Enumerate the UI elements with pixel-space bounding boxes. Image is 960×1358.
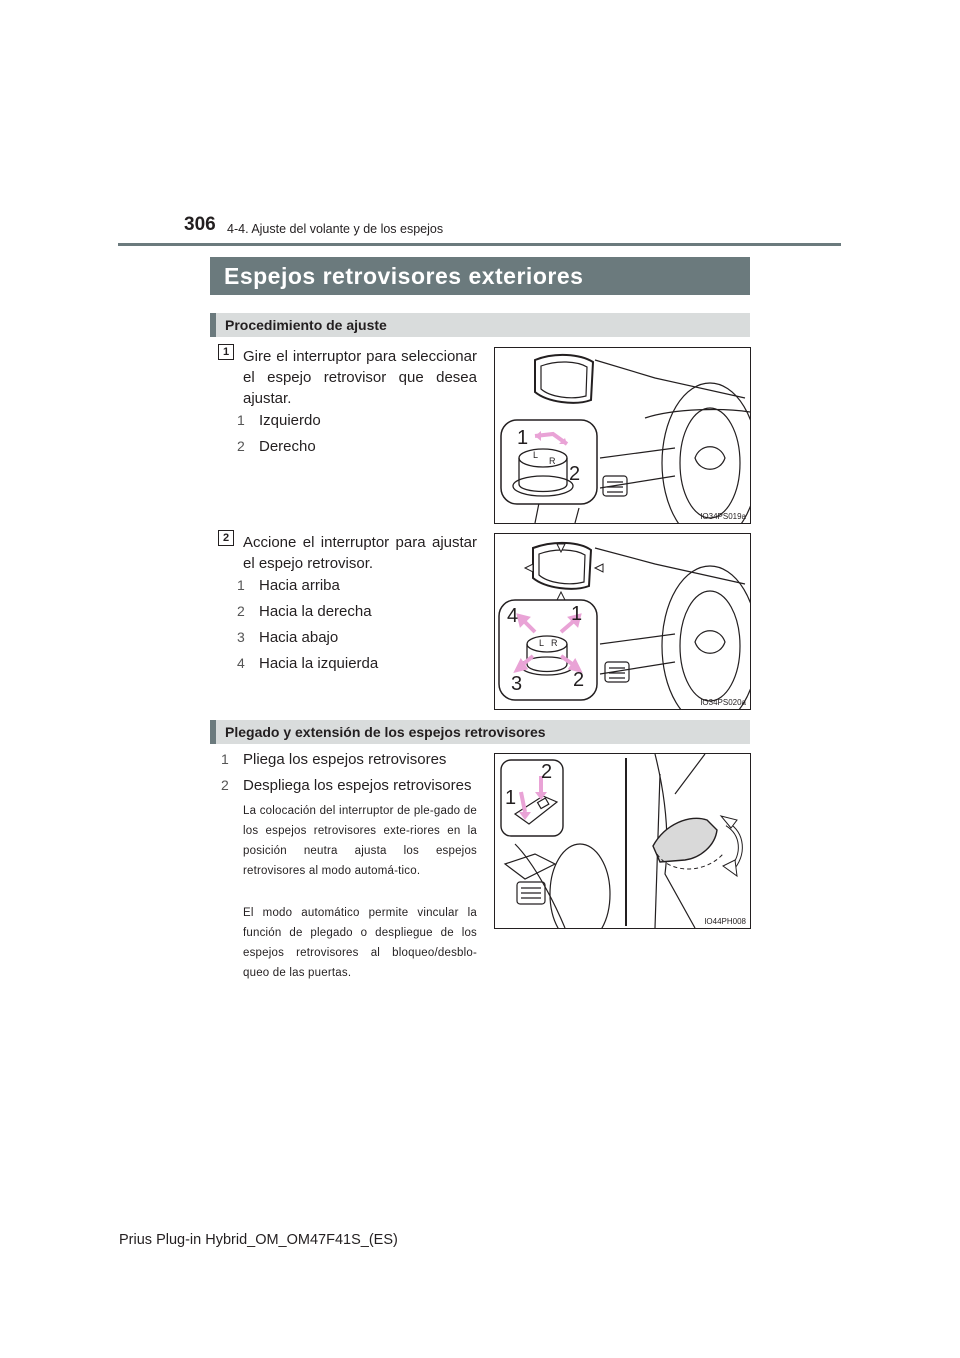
header-rule bbox=[118, 243, 841, 246]
subsection-bar-adjust bbox=[210, 313, 750, 337]
page-title: Espejos retrovisores exteriores bbox=[224, 263, 584, 289]
subsection-title: Procedimiento de ajuste bbox=[225, 317, 387, 333]
callout-number: 4 bbox=[507, 605, 519, 627]
step-marker: 1 bbox=[218, 344, 234, 360]
item-label: Pliega los espejos retrovisores bbox=[243, 751, 447, 768]
switch-letter-l: L bbox=[533, 450, 539, 460]
mirror-select-illustration bbox=[495, 348, 750, 523]
switch-letter-l: L bbox=[539, 638, 545, 648]
item-number: 1 bbox=[221, 751, 229, 767]
item-number: 2 bbox=[237, 438, 245, 454]
step-text: Gire el interruptor para seleccionar el espejo retrovisor que desea ajustar. bbox=[243, 348, 477, 407]
callout-number: 3 bbox=[511, 673, 523, 695]
figure-code: IO44PH008 bbox=[704, 917, 746, 926]
step-text: Accione el interruptor para ajustar el espejo retrovisor. bbox=[243, 534, 477, 572]
subsection-accent bbox=[210, 313, 216, 337]
item-label: Despliega los espejos retrovisores bbox=[243, 777, 472, 794]
footer-doc-id: Prius Plug-in Hybrid_OM_OM47F41S_(ES) bbox=[119, 1232, 398, 1248]
subsection-accent bbox=[210, 720, 216, 744]
item-number: 1 bbox=[237, 577, 245, 593]
figure-mirror-fold bbox=[494, 753, 751, 929]
item-number: 2 bbox=[221, 777, 229, 793]
section-path: 4-4. Ajuste del volante y de los espejos bbox=[227, 222, 444, 236]
callout-number: 1 bbox=[505, 787, 517, 809]
mirror-fold-illustration bbox=[495, 754, 750, 928]
callout-number: 2 bbox=[541, 761, 553, 783]
item-number: 4 bbox=[237, 655, 245, 671]
figure-mirror-select bbox=[494, 347, 751, 524]
main-title-bar bbox=[210, 257, 750, 295]
item-label: Derecho bbox=[259, 438, 316, 455]
item-number: 3 bbox=[237, 629, 245, 645]
step-marker: 2 bbox=[218, 530, 234, 546]
callout-number: 1 bbox=[517, 427, 529, 449]
callout-number: 2 bbox=[569, 463, 581, 485]
item-label: Hacia abajo bbox=[259, 629, 339, 646]
callout-number: 2 bbox=[573, 669, 585, 691]
switch-letter-r: R bbox=[551, 638, 558, 648]
item-label: Izquierdo bbox=[259, 412, 321, 429]
figure-code: IO34PS020a bbox=[700, 698, 746, 707]
item-number: 2 bbox=[237, 603, 245, 619]
item-label: Hacia la izquierda bbox=[259, 655, 379, 672]
item-label: Hacia arriba bbox=[259, 577, 340, 594]
figure-mirror-adjust bbox=[494, 533, 751, 710]
page-number: 306 bbox=[184, 214, 216, 235]
figure-code: IO34PS019a bbox=[700, 512, 746, 521]
subsection-bar-folding bbox=[210, 720, 750, 744]
note-paragraph: El modo automático permite vincular la función de plegado o despliegue de los espejos retrovisores al bloqueo/desblo-queo de las puertas. bbox=[243, 907, 477, 979]
switch-letter-r: R bbox=[549, 456, 556, 466]
mirror-adjust-illustration bbox=[495, 534, 750, 709]
note-paragraph: La colocación del interruptor de ple-gado de los espejos retrovisores exte-riores en la posición neutra ajusta los espejos retrovisores al modo automá-tico. bbox=[243, 805, 477, 877]
subsection-title: Plegado y extensión de los espejos retrovisores bbox=[225, 724, 546, 740]
callout-number: 1 bbox=[571, 603, 583, 625]
item-label: Hacia la derecha bbox=[259, 603, 372, 620]
item-number: 1 bbox=[237, 412, 245, 428]
